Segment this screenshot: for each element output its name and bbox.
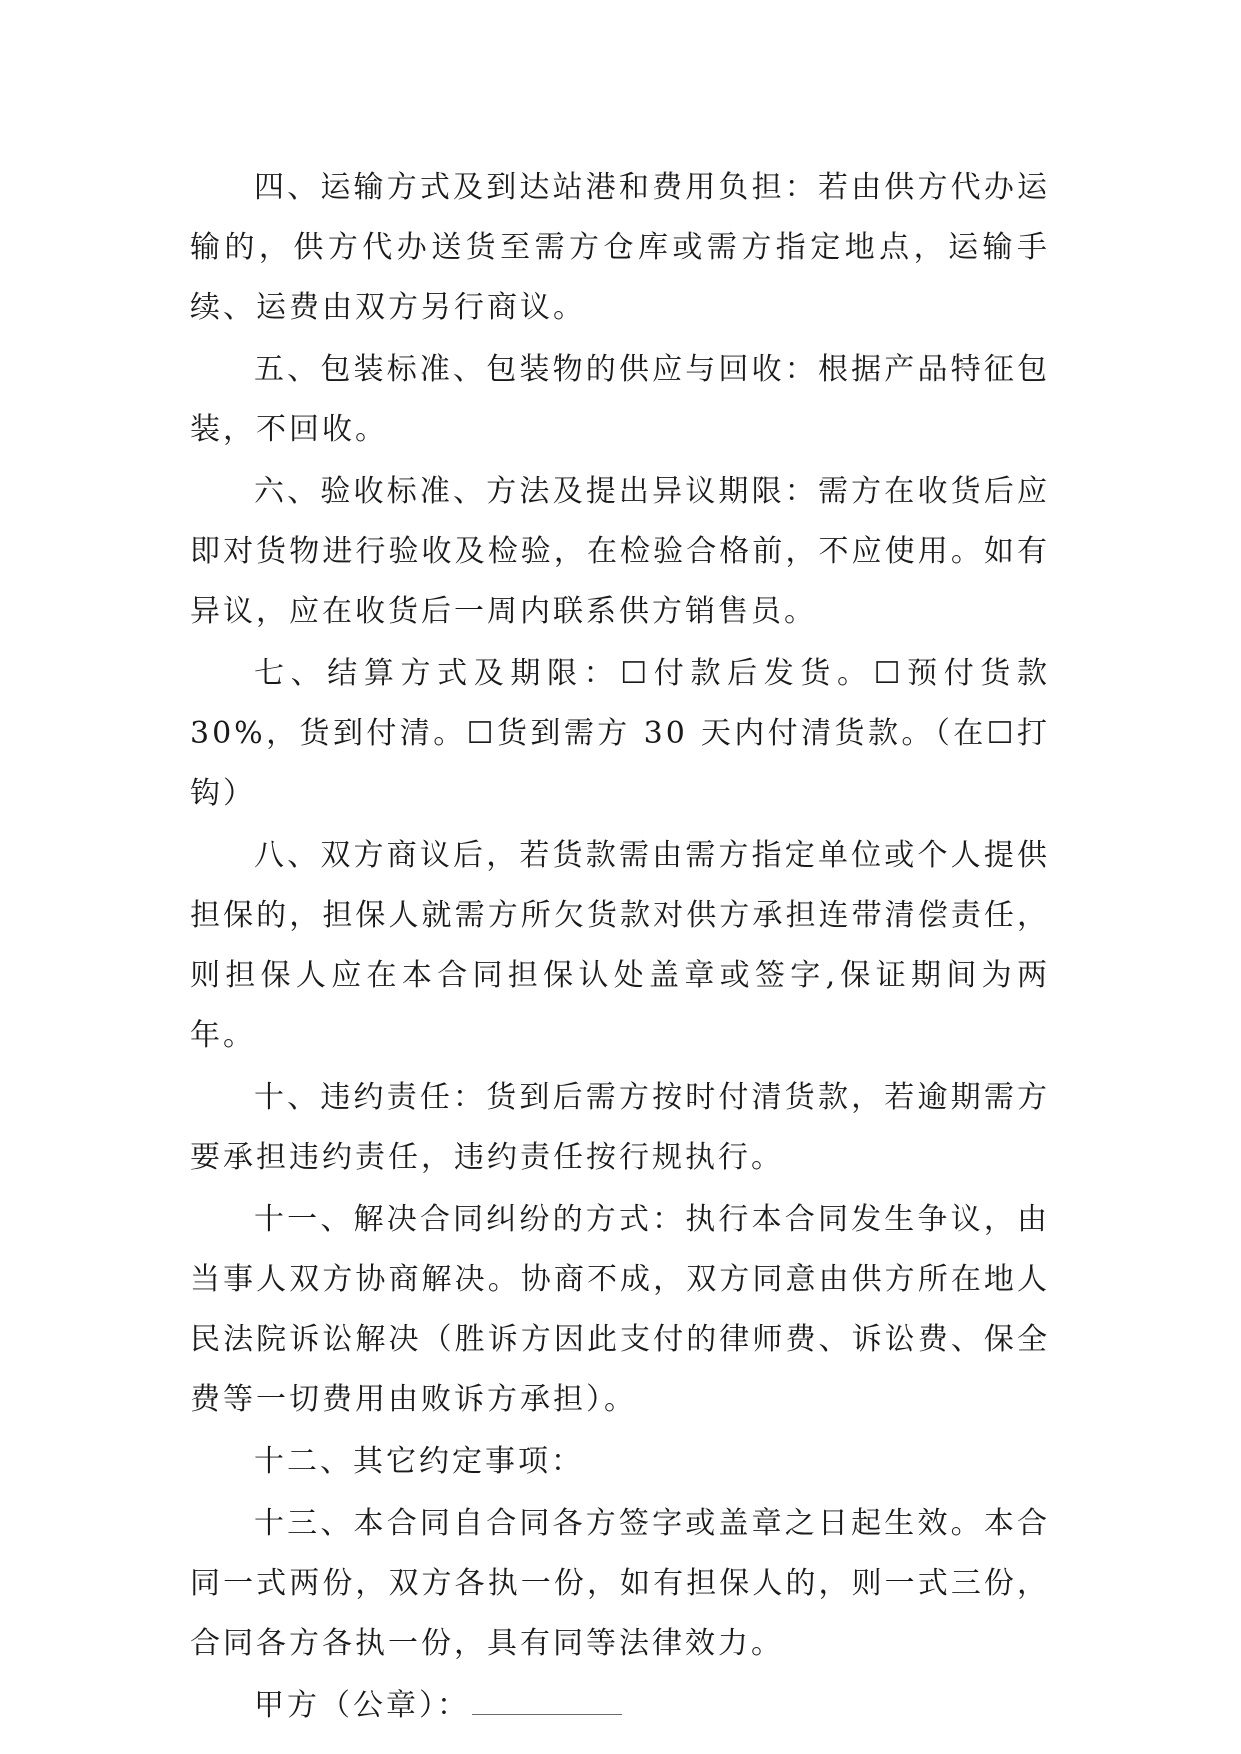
clause-11-dispute: 十一、解决合同纠纷的方式：执行本合同发生争议，由当事人双方协商解决。协商不成，双方同意由供方所在地人民法院诉讼解决（胜诉方因此支付的律师费、诉讼费、保全费等一切费用由败诉方承担）。 (190, 1202, 1050, 1417)
clause-6-acceptance: 六、验收标准、方法及提出异议期限：需方在收货后应即对货物进行验收及检验，在检验合格前，不应使用。如有异议，应在收货后一周内联系供方销售员。 (190, 474, 1050, 629)
clause-12-other: 十二、其它约定事项： (254, 1444, 584, 1479)
clause-8-guarantee: 八、双方商议后，若货款需由需方指定单位或个人提供担保的，担保人就需方所欠货款对供方承担连带清偿责任，则担保人应在本合同担保认处盖章或签字,保证期间为两年。 (190, 838, 1050, 1053)
party-a-signature (190, 1676, 1050, 1736)
signature-blank-line[interactable] (472, 1713, 622, 1715)
clause-13-effect: 十三、本合同自合同各方签字或盖章之日起生效。本合同一式两份，双方各执一份，如有担保人的，则一式三份，合同各方各执一份，具有同等法律效力。 (190, 1506, 1050, 1661)
clause-10-liability: 十、违约责任：货到后需方按时付清货款，若逾期需方要承担违约责任，违约责任按行规执行。 (190, 1080, 1050, 1175)
contract-page (190, 158, 1050, 1738)
clause-5-packaging: 五、包装标准、包装物的供应与回收：根据产品特征包装，不回收。 (190, 352, 1050, 447)
clause-4-transport: 四、运输方式及到达站港和费用负担：若由供方代办运输的，供方代办送货至需方仓库或需方指定地点，运输手续、运费由双方另行商议。 (190, 170, 1050, 325)
party-a-label: 甲方（公章）： (254, 1688, 470, 1723)
clause-7-settlement: 七、结算方式及期限：☐付款后发货。☐预付货款 30%，货到付清。☐货到需方 30 天内付清货款。（在☐打钩） (190, 656, 1050, 811)
